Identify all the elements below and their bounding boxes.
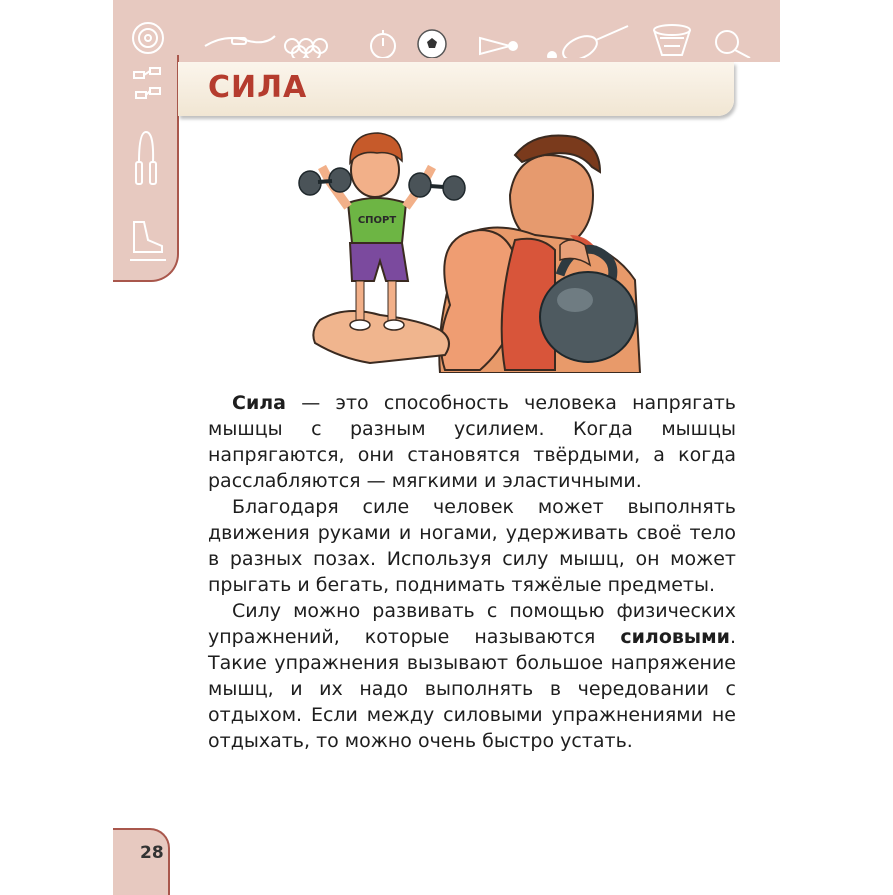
side-icons (120, 62, 175, 277)
ice-skate-icon (130, 222, 166, 260)
paragraph-3-text-start: Силу можно развивать с помощью физических упражнений, которые называются (208, 600, 736, 648)
basketball-hoop-icon (654, 25, 690, 55)
shuttlecock-icon (480, 38, 517, 54)
body-text (208, 390, 736, 754)
dumbbells-icon (134, 68, 160, 98)
term-strength-exercises: силовыми (620, 626, 730, 648)
paragraph-2: Благодаря силе человек может выполнять движения руками и ногами, удерживать своё тело в разных позах. Используя силу мышц, он может прыгать и бегать, поднимать тяжёлые предметы. (208, 496, 736, 596)
soccer-ball-icon (418, 30, 446, 58)
skipping-rope-icon (205, 36, 275, 46)
sports-icons-row (0, 8, 893, 58)
title-banner (178, 62, 734, 116)
olympic-rings-icon (285, 39, 327, 58)
ping-pong-paddle-icon (716, 31, 750, 58)
jump-rope-icon (136, 132, 156, 184)
target-icon (133, 23, 163, 53)
boy-figure (322, 133, 432, 330)
paragraph-1 (208, 390, 736, 494)
tennis-racket-icon (548, 26, 628, 58)
paragraph-3 (208, 598, 736, 754)
page-title: СИЛА (208, 70, 308, 105)
stopwatch-icon (371, 30, 395, 58)
paragraph-1-text: — это способность человека напрягать мышцы с разным усилием. Когда мышцы напрягаются, они становятся твёрдыми, а когда расслабляются — мягкими и эластичными. (208, 392, 736, 492)
paragraph-3-text-end: . Такие упражнения вызывают большое напряжение мышц, и их надо выполнять в чередовании с отдыхом. Если между силовыми упражнениями не отдыхать, то можно очень быстро устать. (208, 626, 736, 752)
page-number: 28 (140, 843, 164, 863)
term-strength: Сила (232, 392, 286, 414)
shirt-label: СПОРТ (357, 215, 397, 226)
palm-hand (313, 311, 449, 363)
strength-illustration (290, 125, 650, 373)
